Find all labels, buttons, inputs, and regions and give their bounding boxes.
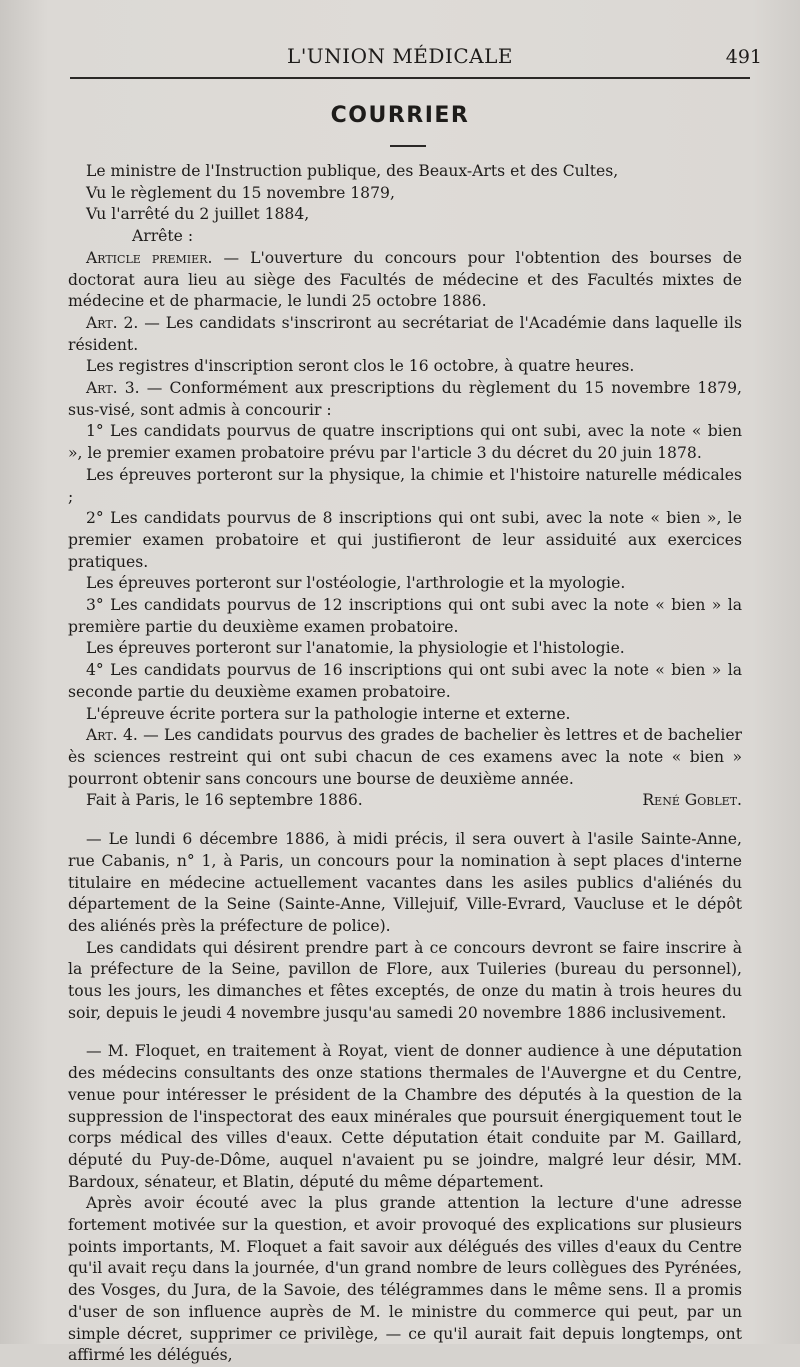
news-paragraph: Les candidats qui désirent prendre part à ce concours devront se faire inscrire à la préfecture de la Seine, pavillon de Flore, aux Tuileries (bureau du personnel), tous les jours, les dimanches et fêtes exceptés, de onze du matin à trois heures du soir, depuis le jeudi 4 novembre jusqu'au samedi 20 novembre 1886 inclusivement.: [68, 938, 742, 1022]
article-text: — L'ouverture du concours pour l'obtention des bourses de doctorat aura lieu au siège des Facultés de médecine et des Facultés mixtes de médecine et de pharmacie, le lundi 25 octobre 1886.: [68, 248, 742, 311]
decree-epreuves-2: Les épreuves porteront sur l'ostéologie, l'arthrologie et la myologie.: [86, 574, 626, 593]
decree-paragraph: Vu le règlement du 15 novembre 1879,: [86, 183, 395, 202]
decree-article-1: [68, 248, 742, 313]
article-body: [68, 161, 742, 1367]
decree-arrete: Arrête :: [132, 227, 194, 246]
article-label: Art. 3.: [86, 379, 140, 398]
article-text: — Conformément aux prescriptions du règlement du 15 novembre 1879, sus-visé, sont admis à concourir :: [68, 379, 742, 419]
decree-article-3: [68, 378, 742, 421]
decree-condition-1: 1° Les candidats pourvus de quatre inscriptions qui ont subi, avec la note « bien », le premier examen probatoire prévu par l'article 3 du décret du 20 juin 1878.: [68, 422, 742, 463]
decree-paragraph: Vu l'arrêté du 2 juillet 1884,: [86, 205, 310, 224]
decree-condition-2: 2° Les candidats pourvus de 8 inscriptions qui ont subi, avec la note « bien », le premier examen probatoire et qui justifieront de leur assiduité aux exercices pratiques.: [68, 509, 742, 571]
section-title: COURRIER: [330, 103, 470, 128]
page-number: 491: [725, 46, 762, 68]
article-label: Article premier.: [86, 248, 213, 267]
article-text: — Les candidats pourvus des grades de bachelier ès lettres et de bachelier ès sciences restreint qui ont subi chacun de ces examens avec la note « bien » pourront obtenir sans concours une bourse de deuxième année.: [68, 726, 742, 788]
decree-epreuves-1: Les épreuves porteront sur la physique, la chimie et l'histoire naturelle médicales ;: [68, 465, 742, 506]
news-paragraph: Après avoir écouté avec la plus grande attention la lecture d'une adresse fortement motivée sur la question, et avoir provoqué des explications sur plusieurs points importants, M. Floquet a fait savoir aux délégués des villes d'eaux du Centre qu'il avait reçu dans la journée, d'un grand nombre de leurs collègues des Pyrénées, des Vosges, du Jura, de la Savoie, des télégrammes dans le même sens. Il a promis d'user de son influence auprès de M. le ministre du commerce qui peut, par un simple décret, supprimer ce privilège, — ce qu'il aurait fait depuis longtemps, ont affirmé les délégués,: [68, 1194, 742, 1365]
signatory: René Goblet.: [642, 791, 742, 810]
decree-condition-4: 4° Les candidats pourvus de 16 inscriptions qui ont subi avec la note « bien » la seconde partie du deuxième examen probatoire.: [68, 661, 742, 701]
news-paragraph: — M. Floquet, en traitement à Royat, vient de donner audience à une députation des médecins consultants des onze stations thermales de l'Auvergne et du Centre, venue pour intéresser le président de la Chambre des députés à la question de la suppression de l'inspectorat des eaux minérales que poursuit énergiquement tout le corps médical des villes d'eaux. Cette députation était conduite par M. Gaillard, député du Puy-de-Dôme, auquel n'avaient pu se joindre, malgré leur désir, MM. Bardoux, sénateur, et Blatin, député du même département.: [68, 1042, 742, 1191]
article-text: — Les candidats s'inscriront au secrétariat de l'Académie dans laquelle ils résident.: [68, 313, 743, 354]
header-rule: [70, 77, 750, 79]
decree-signature-line: [68, 790, 742, 812]
article-label: Art. 4.: [86, 726, 138, 745]
signed-place-date: Fait à Paris, le 16 septembre 1886.: [86, 791, 363, 810]
decree-epreuve-4: L'épreuve écrite portera sur la pathologie interne et externe.: [86, 704, 571, 723]
news-paragraph: — Le lundi 6 décembre 1886, à midi précis, il sera ouvert à l'asile Sainte-Anne, rue Cabanis, n° 1, à Paris, un concours pour la nomination à sept places d'interne titulaire en médecine actuellement vacantes dans les asiles publics d'aliénés du département de la Seine (Sainte-Anne, Villejuif, Ville-Evrard, Vaucluse et le dépôt des aliénés près la préfecture de police).: [68, 830, 742, 935]
article-label: Art. 2.: [86, 313, 139, 332]
decree-paragraph: Les registres d'inscription seront clos le 16 octobre, à quatre heures.: [86, 357, 635, 376]
decree-article-4: [68, 725, 742, 790]
decree-article-2: [68, 313, 742, 356]
decree-paragraph: Le ministre de l'Instruction publique, des Beaux-Arts et des Cultes,: [86, 162, 619, 180]
decree-condition-3: 3° Les candidats pourvus de 12 inscriptions qui ont subi avec la note « bien » la première partie du deuxième examen probatoire.: [68, 596, 742, 636]
title-rule: [390, 145, 426, 147]
running-head: [0, 44, 800, 70]
decree-epreuves-3: Les épreuves porteront sur l'anatomie, la physiologie et l'histologie.: [86, 639, 625, 658]
journal-title: L'UNION MÉDICALE: [287, 44, 513, 68]
